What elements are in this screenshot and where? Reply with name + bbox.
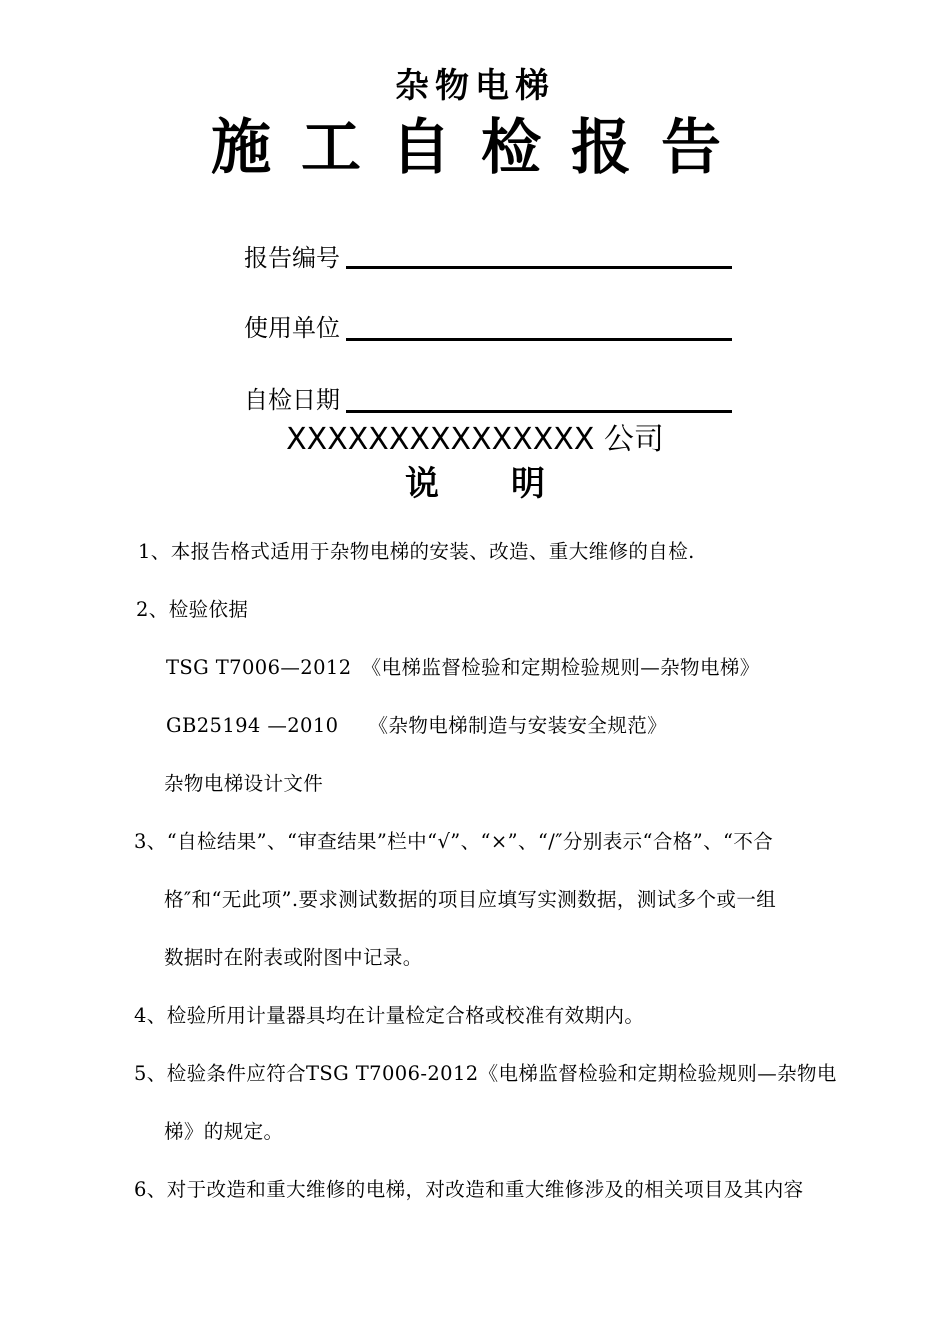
report-title: 施工自检报告	[211, 113, 751, 183]
instruction-line: 4、检验所用计量器具均在计量检定合格或校准有效期内。	[134, 1004, 645, 1027]
instruction-line: 5、检验条件应符合TSG T7006-2012《电梯监督检验和定期检验规则—杂物电	[134, 1062, 837, 1085]
instruction-line: 2、检验依据	[136, 598, 249, 621]
report-number-label: 报告编号	[244, 244, 340, 272]
instruction-line: 1、本报告格式适用于杂物电梯的安装、改造、重大维修的自检.	[138, 540, 695, 563]
instructions-heading-left: 说	[405, 464, 439, 504]
instructions-heading-right: 明	[511, 464, 545, 504]
instructions-heading	[0, 456, 950, 505]
self-check-date-label: 自检日期	[244, 386, 340, 414]
instruction-line: 杂物电梯设计文件	[164, 772, 324, 795]
instruction-line: GB25194 —2010 《杂物电梯制造与安装安全规范》	[166, 714, 668, 737]
user-unit-label: 使用单位	[244, 314, 340, 342]
instruction-line: TSG T7006—2012 《电梯监督检验和定期检验规则—杂物电梯》	[166, 656, 760, 679]
report-subtitle: 杂物电梯	[395, 66, 555, 106]
report-number-line[interactable]	[346, 266, 732, 269]
instruction-line: 数据时在附表或附图中记录。	[164, 946, 423, 969]
company-name: XXXXXXXXXXXXXXX 公司	[286, 422, 664, 457]
instruction-line: 格″和“无此项”.要求测试数据的项目应填写实测数据，测试多个或一组	[164, 888, 777, 911]
instruction-line: 3、“自检结果”、“审查结果”栏中“√”、“×”、“/″分别表示“合格”、“不合	[134, 830, 774, 853]
user-unit-line[interactable]	[346, 338, 732, 341]
self-check-date-line[interactable]	[346, 410, 732, 413]
instruction-line: 梯》的规定。	[164, 1120, 284, 1143]
instruction-line: 6、对于改造和重大维修的电梯，对改造和重大维修涉及的相关项目及其内容	[134, 1178, 804, 1201]
